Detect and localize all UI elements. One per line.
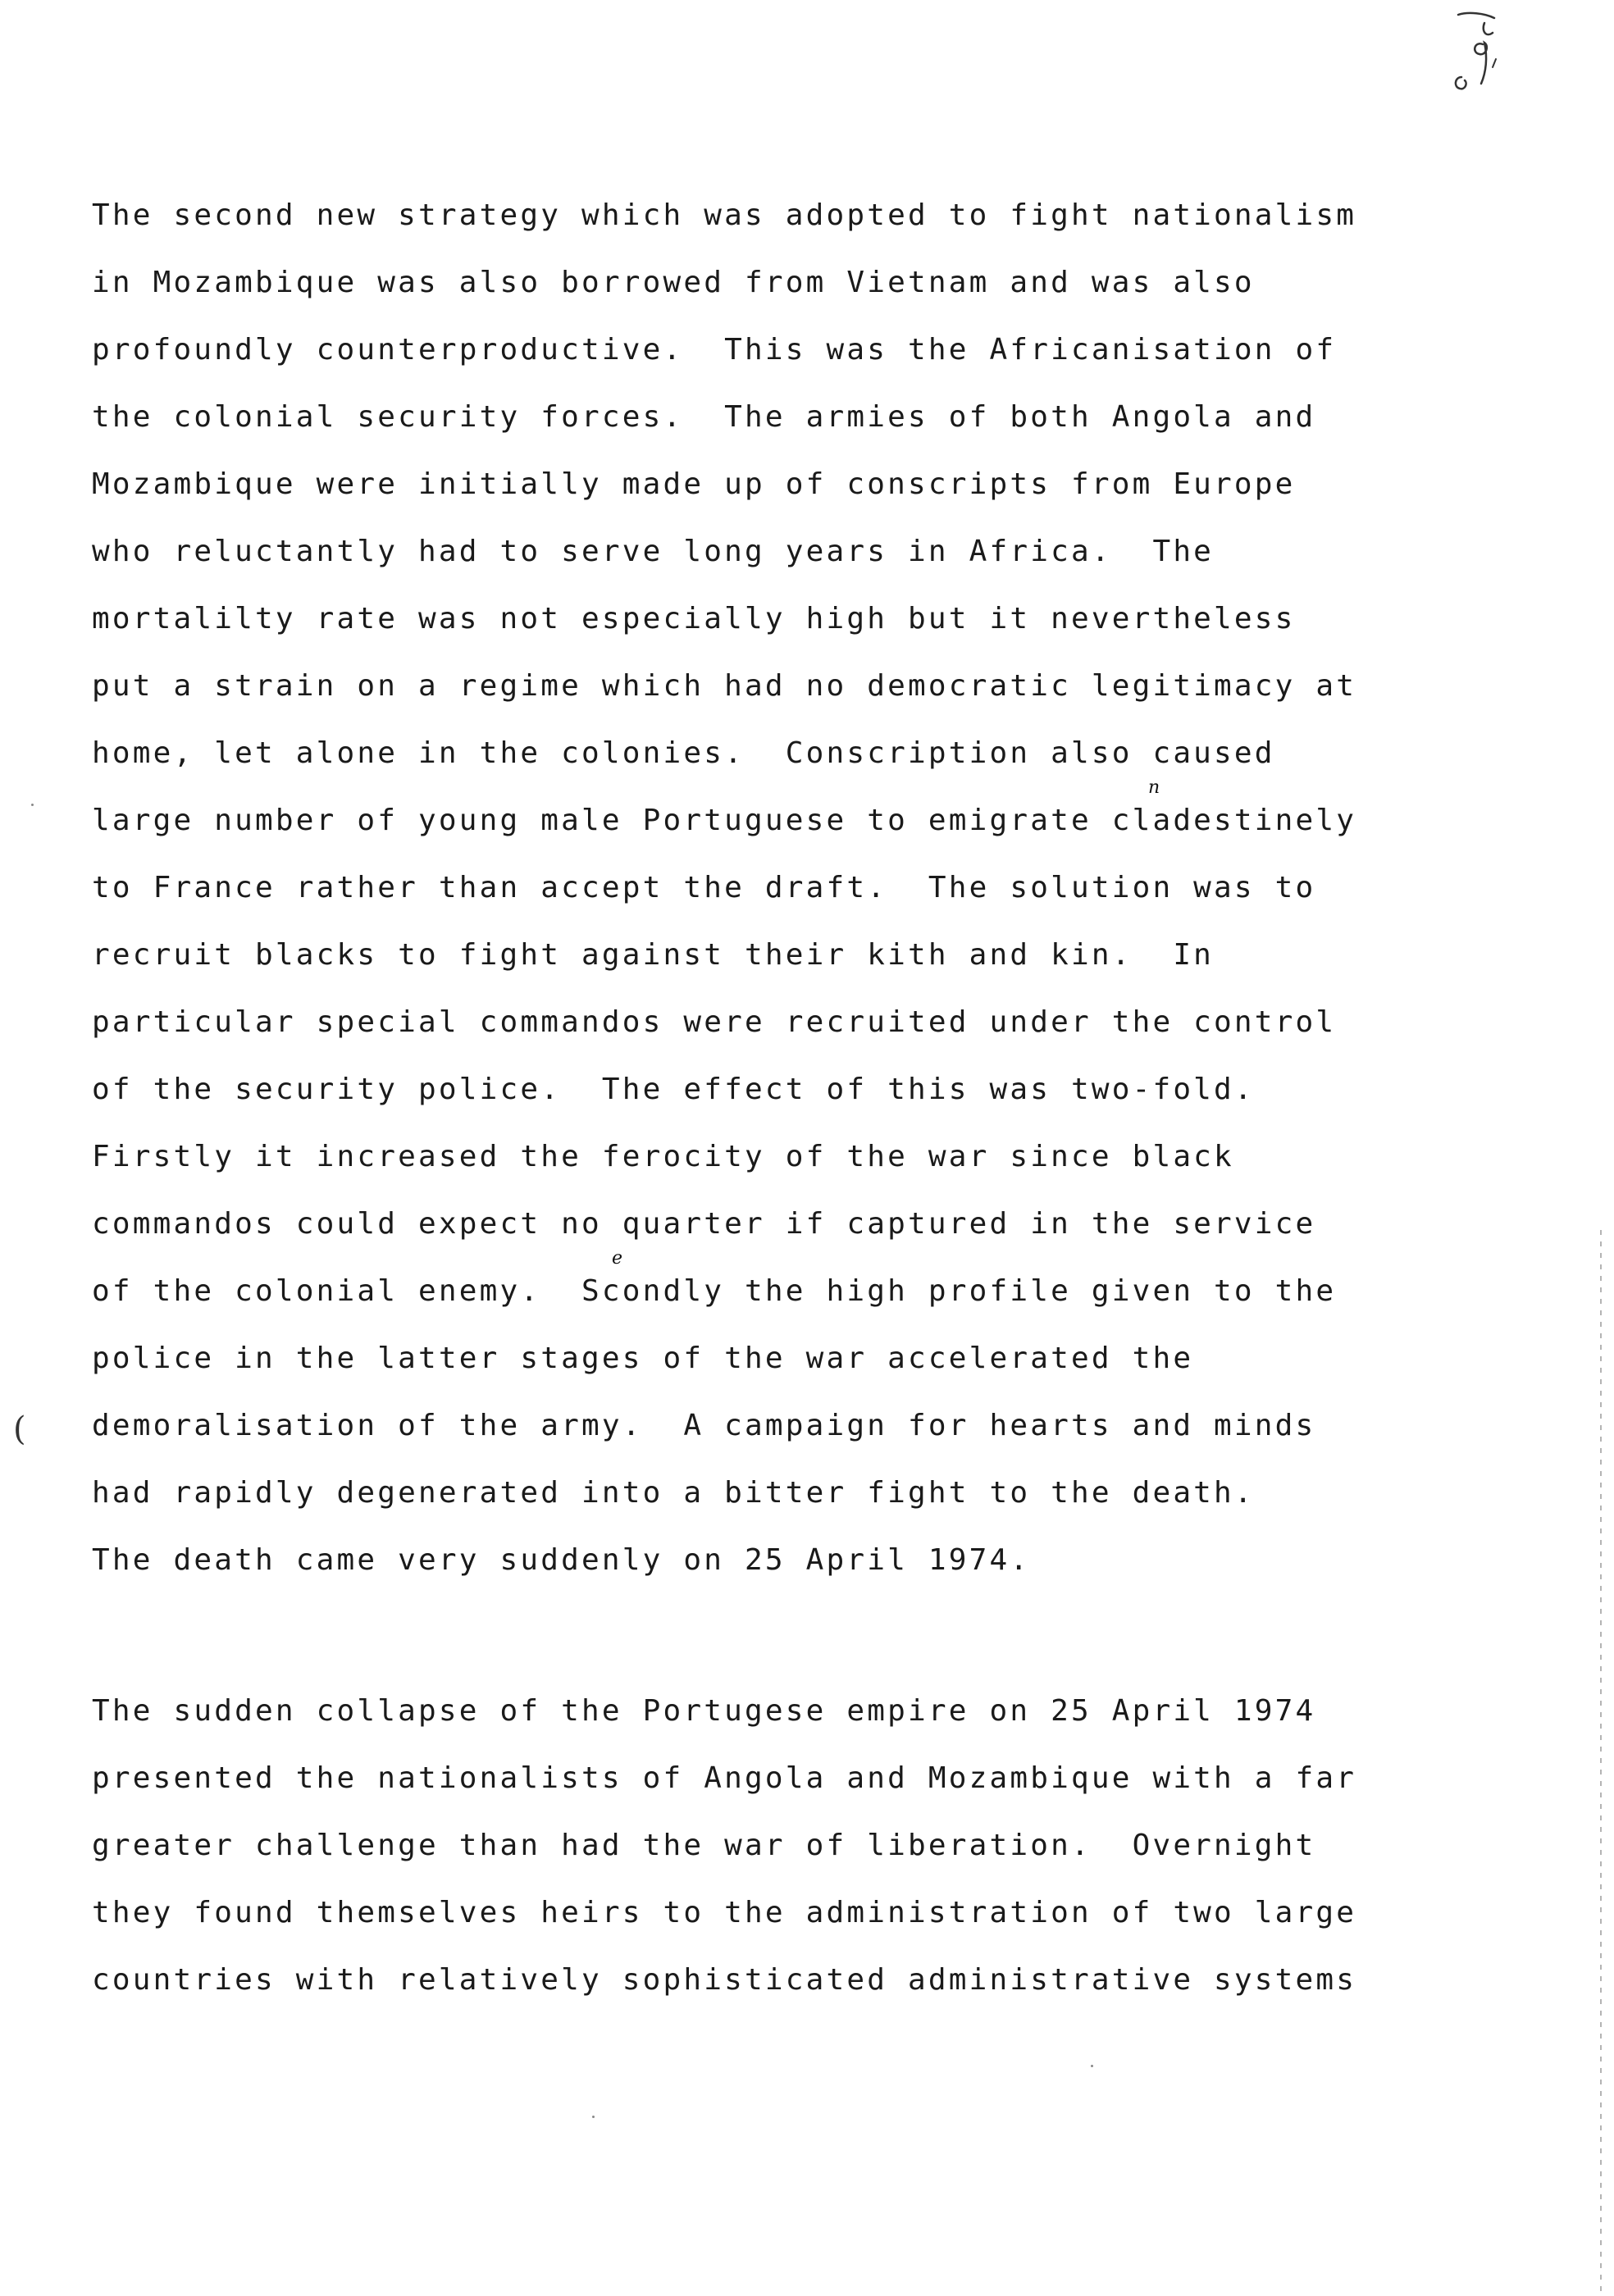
text-line: of the security police. The effect of this was two-fold. <box>92 1073 1255 1106</box>
text-line: The death came very suddenly on 25 April 1974. <box>92 1543 1031 1577</box>
text-line: The sudden collapse of the Portugese empire on 25 April 1974 <box>92 1694 1316 1728</box>
text-line: mortalilty rate was not especially high but it nevertheless <box>92 602 1296 636</box>
text-line: profoundly counterproductive. This was the Africanisation of <box>92 333 1337 367</box>
margin-mark: ( <box>13 1410 26 1448</box>
text-line: who reluctantly had to serve long years in Africa. The <box>92 535 1215 568</box>
text-line: put a strain on a regime which had no democratic legitimacy at <box>92 669 1357 703</box>
handwritten-insertion: n <box>1148 777 1160 798</box>
scan-speck <box>592 2116 595 2118</box>
text-line: the colonial security forces. The armies of both Angola and <box>92 400 1316 434</box>
text-line: they found themselves heirs to the administration of two large <box>92 1896 1357 1929</box>
text-line: greater challenge than had the war of liberation. Overnight <box>92 1829 1316 1862</box>
text-line: Firstly it increased the ferocity of the war since black <box>92 1140 1234 1173</box>
handwritten-page-number-icon <box>1443 8 1517 107</box>
text-line: in Mozambique was also borrowed from Vietnam and was also <box>92 266 1255 299</box>
text-line: presented the nationalists of Angola and Mozambique with a far <box>92 1761 1357 1795</box>
text-line: police in the latter stages of the war accelerated the <box>92 1342 1194 1375</box>
text-line: countries with relatively sophisticated administrative systems <box>92 1963 1357 1997</box>
paragraph-strategy <box>92 182 1404 1594</box>
paragraph-collapse <box>92 1678 1404 2014</box>
text-line: to France rather than accept the draft. The solution was to <box>92 871 1316 904</box>
text-line: of the colonial enemy. Scondly the high profile given to the <box>92 1274 1337 1308</box>
handwritten-insertion: e <box>612 1248 623 1269</box>
text-line: home, let alone in the colonies. Conscription also caused <box>92 736 1275 770</box>
text-line: Mozambique were initially made up of conscripts from Europe <box>92 467 1296 501</box>
text-line: demoralisation of the army. A campaign for hearts and minds <box>92 1409 1316 1442</box>
text-line: had rapidly degenerated into a bitter fight to the death. <box>92 1476 1255 1510</box>
scan-edge-artifact <box>1600 1230 1602 2296</box>
text-line: recruit blacks to fight against their kith and kin. In <box>92 938 1215 972</box>
text-line: large number of young male Portuguese to emigrate cladestinely <box>92 804 1357 837</box>
scan-speck <box>1091 2065 1093 2067</box>
scan-speck <box>31 804 34 806</box>
text-line: commandos could expect no quarter if captured in the service <box>92 1207 1316 1241</box>
text-line: The second new strategy which was adopted to fight nationalism <box>92 198 1357 232</box>
text-line: particular special commandos were recruited under the control <box>92 1005 1337 1039</box>
